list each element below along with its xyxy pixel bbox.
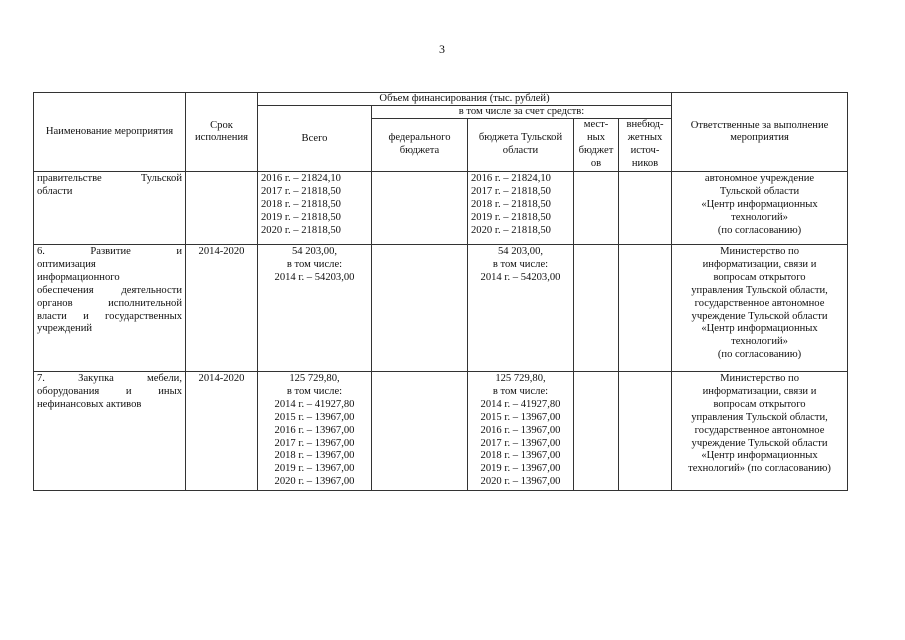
header-regional: бюджета Тульской области [468, 119, 574, 172]
table-row [34, 245, 848, 372]
funding-table [33, 92, 848, 491]
row-local [574, 245, 619, 372]
header-incl-sources: в том числе за счет средств: [372, 106, 672, 119]
row-total: 125 729,80, в том числе: 2014 г. – 41927,80 2015 г. – 13967,00 2016 г. – 13967,00 2017 г. – 13967,00 2018 г. – 13967,00 2019 г. – 13967,00 2020 г. – 13967,00 [258, 372, 372, 491]
header-total: Всего [258, 106, 372, 172]
row-regional: 54 203,00, в том числе: 2014 г. – 54203,00 [468, 245, 574, 372]
table-row [34, 372, 848, 491]
header-name: Наименование мероприятия [34, 93, 186, 172]
row-offbudget [619, 245, 672, 372]
row-term: 2014-2020 [186, 245, 258, 372]
row-responsible: автономное учреждение Тульской области «Центр информационных технологий» (по согласованию) [672, 172, 848, 245]
row-local [574, 172, 619, 245]
row-name: 7. Закупка мебели, оборудования и иных нефинансовых активов [34, 372, 186, 491]
header-term: Срок исполнения [186, 93, 258, 172]
row-term [186, 172, 258, 245]
row-federal [372, 245, 468, 372]
header-federal: федерального бюджета [372, 119, 468, 172]
table-row [34, 172, 848, 245]
row-local [574, 372, 619, 491]
row-term: 2014-2020 [186, 372, 258, 491]
page-number: 3 [439, 42, 445, 56]
header-local: мест- ных бюджет ов [574, 119, 619, 172]
row-offbudget [619, 172, 672, 245]
row-total: 54 203,00, в том числе: 2014 г. – 54203,00 [258, 245, 372, 372]
row-name: 6. Развитие и оптимизация информационного обеспечения деятельности органов исполнительной власти и государственных учреждений [34, 245, 186, 372]
row-total: 2016 г. – 21824,10 2017 г. – 21818,50 2018 г. – 21818,50 2019 г. – 21818,50 2020 г. – 21818,50 [258, 172, 372, 245]
row-responsible: Министерство по информатизации, связи и вопросам открытого управления Тульской области, государственное автономное учреждение Тульской области «Центр информационных технологий» (по согласованию) [672, 245, 848, 372]
row-responsible: Министерство по информатизации, связи и вопросам открытого управления Тульской области, государственное автономное учреждение Тульской области «Центр информационных технологий» (по согласованию) [672, 372, 848, 491]
row-offbudget [619, 372, 672, 491]
header-responsible: Ответственные за выполнение мероприятия [672, 93, 848, 172]
row-name: правительстве Тульской области [34, 172, 186, 245]
header-offbudget: внебюд- жетных источ- ников [619, 119, 672, 172]
row-regional: 2016 г. – 21824,10 2017 г. – 21818,50 2018 г. – 21818,50 2019 г. – 21818,50 2020 г. – 21818,50 [468, 172, 574, 245]
header-funding: Объем финансирования (тыс. рублей) [258, 93, 672, 106]
row-federal [372, 372, 468, 491]
row-regional: 125 729,80, в том числе: 2014 г. – 41927,80 2015 г. – 13967,00 2016 г. – 13967,00 2017 г. – 13967,00 2018 г. – 13967,00 2019 г. – 13967,00 2020 г. – 13967,00 [468, 372, 574, 491]
row-federal [372, 172, 468, 245]
